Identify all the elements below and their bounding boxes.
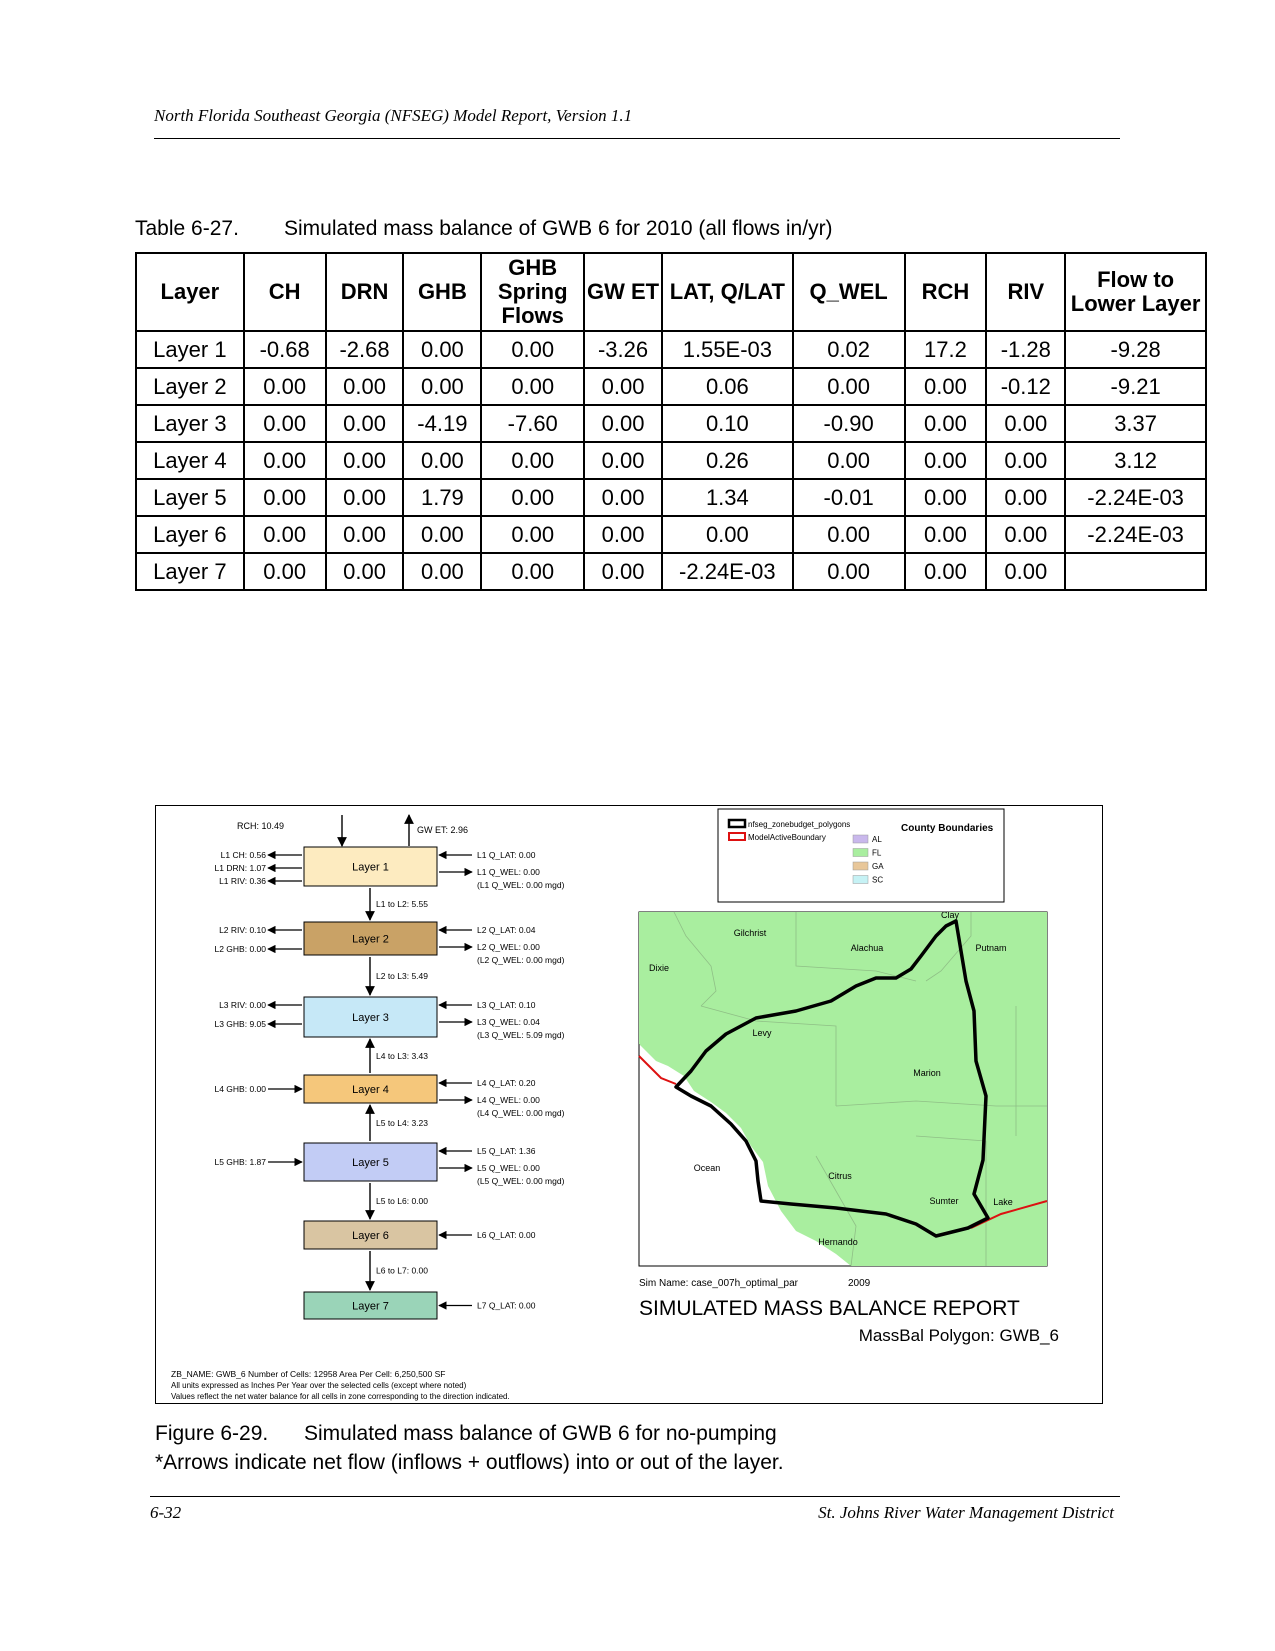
table-cell: 0.00 — [403, 553, 481, 590]
table-cell: 3.37 — [1065, 405, 1206, 442]
right-flow-label: (L4 Q_WEL: 0.00 mgd) — [477, 1108, 565, 1118]
table-cell: -1.28 — [986, 331, 1065, 368]
right-flow-label: L5 Q_LAT: 1.36 — [477, 1146, 536, 1156]
table-title: Simulated mass balance of GWB 6 for 2010 (all flows in/yr) — [284, 217, 833, 240]
table-row — [136, 405, 1206, 442]
table-header-row — [136, 253, 1206, 331]
right-flow-label: L1 Q_WEL: 0.00 — [477, 867, 540, 877]
table-cell: Layer 1 — [136, 331, 244, 368]
figure-caption — [155, 1419, 784, 1477]
table-cell: -2.68 — [326, 331, 404, 368]
note-1: ZB_NAME: GWB_6 Number of Cells: 12958 Area Per Cell: 6,250,500 SF — [171, 1369, 446, 1379]
county-map-label: Sumter — [929, 1196, 959, 1206]
table-cell — [1065, 553, 1206, 590]
table-cell: 0.00 — [905, 516, 987, 553]
table-cell: 1.55E-03 — [662, 331, 793, 368]
table-cell: 0.00 — [584, 405, 662, 442]
note-2: All units expressed as Inches Per Year over the selected cells (except where noted) — [171, 1381, 467, 1390]
table-cell: 0.00 — [326, 553, 404, 590]
table-cell: 0.00 — [793, 553, 905, 590]
report-polygon: MassBal Polygon: GWB_6 — [858, 1326, 1059, 1345]
table-cell: 0.26 — [662, 442, 793, 479]
county-map-label: Citrus — [828, 1171, 852, 1181]
map-legend — [718, 809, 1004, 902]
table-cell: 0.00 — [905, 368, 987, 405]
page-number: 6-32 — [150, 1503, 182, 1522]
column-header: RIV — [986, 253, 1065, 331]
right-flow-label: L2 Q_LAT: 0.04 — [477, 925, 536, 935]
table-cell: 0.00 — [244, 368, 326, 405]
table-cell: 0.00 — [584, 368, 662, 405]
table-cell: Layer 5 — [136, 479, 244, 516]
between-flow-label: L5 to L6: 0.00 — [376, 1196, 428, 1206]
table-cell: -2.24E-03 — [1065, 516, 1206, 553]
table-cell: 0.00 — [481, 553, 584, 590]
table-cell: Layer 7 — [136, 553, 244, 590]
table-cell: 0.00 — [986, 553, 1065, 590]
right-flow-label: (L1 Q_WEL: 0.00 mgd) — [477, 880, 565, 890]
table-caption — [135, 217, 833, 241]
table-cell: -9.21 — [1065, 368, 1206, 405]
left-flow-label: L4 GHB: 0.00 — [214, 1084, 266, 1094]
table-cell: -0.12 — [986, 368, 1065, 405]
left-flow-label: L3 RIV: 0.00 — [219, 1000, 266, 1010]
county-map-label: Ocean — [693, 1163, 721, 1173]
table-row — [136, 442, 1206, 479]
mass-balance-table — [135, 252, 1207, 591]
table-cell: 0.00 — [326, 368, 404, 405]
table-cell: 0.00 — [793, 368, 905, 405]
county-map-label: Lake — [993, 1197, 1013, 1207]
county-swatch — [853, 876, 868, 884]
right-flow-label: L5 Q_WEL: 0.00 — [477, 1163, 540, 1173]
table-cell: 0.10 — [662, 405, 793, 442]
table-cell: 0.02 — [793, 331, 905, 368]
county-map-label: Alachua — [850, 943, 884, 953]
layer-name: Layer 6 — [352, 1230, 389, 1242]
table-cell: Layer 3 — [136, 405, 244, 442]
table-cell: -0.68 — [244, 331, 326, 368]
between-flow-label: L4 to L3: 3.43 — [376, 1051, 428, 1061]
county-swatch — [853, 835, 868, 843]
county-label: FL — [872, 848, 882, 858]
table-cell: 3.12 — [1065, 442, 1206, 479]
right-flow-label: L3 Q_WEL: 0.04 — [477, 1017, 540, 1027]
left-flow-label: L3 GHB: 9.05 — [214, 1019, 266, 1029]
zone-map — [639, 910, 1047, 1266]
header-title: North Florida Southeast Georgia (NFSEG) Model Report, Version 1.1 — [154, 106, 633, 125]
mass-balance-figure — [155, 805, 1103, 1404]
table-cell: 0.00 — [403, 442, 481, 479]
table-cell: 0.00 — [244, 479, 326, 516]
figure-title: Simulated mass balance of GWB 6 for no-pumping — [304, 1422, 777, 1445]
county-swatch — [853, 862, 868, 870]
table-cell: 0.00 — [793, 516, 905, 553]
between-flow-label: L1 to L2: 5.55 — [376, 899, 428, 909]
table-cell: 0.00 — [244, 405, 326, 442]
table-cell: 0.00 — [326, 516, 404, 553]
table-row — [136, 331, 1206, 368]
column-header: GW ET — [584, 253, 662, 331]
right-flow-label: L4 Q_WEL: 0.00 — [477, 1095, 540, 1105]
table-cell: 0.00 — [326, 405, 404, 442]
table-cell: 0.00 — [584, 442, 662, 479]
figure-note: *Arrows indicate net flow (inflows + outflows) into or out of the layer. — [155, 1451, 784, 1474]
county-label: GA — [872, 862, 884, 871]
right-flow-label: L6 Q_LAT: 0.00 — [477, 1230, 536, 1240]
county-swatch — [853, 849, 868, 857]
column-header: GHB — [403, 253, 481, 331]
table-cell: 0.00 — [403, 516, 481, 553]
right-flow-label: L7 Q_LAT: 0.00 — [477, 1300, 536, 1311]
table-cell: 0.00 — [986, 479, 1065, 516]
right-flow-label: (L5 Q_WEL: 0.00 mgd) — [477, 1176, 565, 1186]
right-flow-label: (L3 Q_WEL: 5.09 mgd) — [477, 1030, 565, 1040]
table-cell: -3.26 — [584, 331, 662, 368]
figure-notes — [171, 1369, 510, 1401]
table-cell: 0.00 — [403, 331, 481, 368]
table-cell: -0.90 — [793, 405, 905, 442]
legend-polygons-label: nfseg_zonebudget_polygons — [748, 820, 851, 829]
table-cell: -2.24E-03 — [662, 553, 793, 590]
county-map-label: Putnam — [975, 943, 1007, 953]
column-header: RCH — [905, 253, 987, 331]
table-cell: 0.00 — [481, 331, 584, 368]
table-cell: 0.00 — [986, 516, 1065, 553]
layer-name: Layer 4 — [352, 1084, 389, 1096]
column-header: GHB Spring Flows — [481, 253, 584, 331]
legend-boundary-label: ModelActiveBoundary — [748, 833, 826, 842]
table-cell: 1.34 — [662, 479, 793, 516]
table-body — [136, 331, 1206, 590]
county-map-label: Gilchrist — [733, 928, 767, 938]
table-cell: 0.00 — [326, 442, 404, 479]
legend-county-title: County Boundaries — [901, 823, 994, 834]
between-flow-label: L6 to L7: 0.00 — [376, 1265, 428, 1276]
column-header: Layer — [136, 253, 244, 331]
table-cell: 0.00 — [244, 516, 326, 553]
table-cell: 0.00 — [244, 553, 326, 590]
layer-name: Layer 3 — [352, 1012, 389, 1024]
table-cell: -7.60 — [481, 405, 584, 442]
table-cell: 0.00 — [403, 368, 481, 405]
table-cell: -4.19 — [403, 405, 481, 442]
county-map-label: Hernando — [818, 1237, 858, 1247]
table-cell: 0.00 — [662, 516, 793, 553]
left-flow-label: L2 RIV: 0.10 — [219, 925, 266, 935]
table-cell: 17.2 — [905, 331, 987, 368]
table-cell: Layer 6 — [136, 516, 244, 553]
layer-name: Layer 5 — [352, 1157, 389, 1169]
table-cell: Layer 2 — [136, 368, 244, 405]
footer-org: St. Johns River Water Management District — [818, 1503, 1114, 1522]
county-map-label: Dixie — [648, 963, 670, 973]
right-flow-label: L4 Q_LAT: 0.20 — [477, 1078, 536, 1088]
table-cell: 0.00 — [244, 442, 326, 479]
left-flow-label: L1 CH: 0.56 — [220, 850, 266, 860]
table-row — [136, 516, 1206, 553]
table-cell: 0.00 — [481, 442, 584, 479]
column-header: Flow to Lower Layer — [1065, 253, 1206, 331]
column-header: CH — [244, 253, 326, 331]
table-cell: 0.00 — [986, 405, 1065, 442]
county-map-label: Marion — [913, 1068, 941, 1078]
layer-name: Layer 2 — [352, 933, 389, 946]
layers-diagram — [214, 847, 564, 1319]
sim-year: 2009 — [848, 1278, 871, 1289]
table-cell: 0.00 — [481, 368, 584, 405]
left-flow-label: L5 GHB: 1.87 — [214, 1157, 266, 1167]
between-flow-label: L5 to L4: 3.23 — [376, 1118, 428, 1128]
table-cell: 0.06 — [662, 368, 793, 405]
left-flow-label: L2 GHB: 0.00 — [214, 944, 266, 954]
layer-name: Layer 1 — [352, 861, 389, 874]
table-cell: -2.24E-03 — [1065, 479, 1206, 516]
table-cell: 0.00 — [905, 442, 987, 479]
table-cell: 0.00 — [905, 405, 987, 442]
table-cell: 0.00 — [326, 479, 404, 516]
table-cell: 0.00 — [584, 553, 662, 590]
report-text — [639, 1278, 1059, 1345]
layer-name: Layer 7 — [352, 1300, 389, 1313]
report-title: SIMULATED MASS BALANCE REPORT — [639, 1297, 1020, 1320]
table-cell: 0.00 — [986, 442, 1065, 479]
between-flow-label: L2 to L3: 5.49 — [376, 971, 428, 981]
right-flow-label: L1 Q_LAT: 0.00 — [477, 850, 536, 860]
county-map-label: Levy — [752, 1028, 772, 1038]
right-flow-label: L2 Q_WEL: 0.00 — [477, 942, 540, 952]
right-flow-label: L3 Q_LAT: 0.10 — [477, 1000, 536, 1010]
top-flows — [237, 815, 468, 846]
table-cell: 0.00 — [481, 516, 584, 553]
gwet-label: GW ET: 2.96 — [417, 825, 469, 835]
page-header — [154, 106, 1120, 139]
rch-label: RCH: 10.49 — [236, 821, 284, 831]
table-cell: 0.00 — [481, 479, 584, 516]
left-flow-label: L1 RIV: 0.36 — [219, 876, 266, 886]
county-label: AL — [872, 835, 882, 844]
right-flow-label: (L2 Q_WEL: 0.00 mgd) — [477, 955, 565, 965]
table-cell: 0.00 — [584, 516, 662, 553]
figure-number: Figure 6-29. — [155, 1422, 269, 1445]
column-header: DRN — [326, 253, 404, 331]
page-footer — [150, 1496, 1120, 1523]
table-cell: 0.00 — [584, 479, 662, 516]
table-cell: 1.79 — [403, 479, 481, 516]
table-cell: -9.28 — [1065, 331, 1206, 368]
sim-name: Sim Name: case_007h_optimal_par — [639, 1278, 798, 1289]
table-row — [136, 553, 1206, 590]
table-cell: Layer 4 — [136, 442, 244, 479]
table-cell: 0.00 — [905, 553, 987, 590]
left-flow-label: L1 DRN: 1.07 — [214, 863, 266, 873]
table-cell: 0.00 — [905, 479, 987, 516]
column-header: Q_WEL — [793, 253, 905, 331]
column-header: LAT, Q/LAT — [662, 253, 793, 331]
county-label: SC — [872, 875, 884, 885]
table-cell: 0.00 — [793, 442, 905, 479]
county-map-label: Clay — [940, 910, 960, 920]
table-number: Table 6-27. — [135, 217, 239, 240]
table-row — [136, 479, 1206, 516]
table-row — [136, 368, 1206, 405]
table-cell: -0.01 — [793, 479, 905, 516]
note-3: Values reflect the net water balance for all cells in zone corresponding to the direction indicated. — [171, 1392, 510, 1401]
